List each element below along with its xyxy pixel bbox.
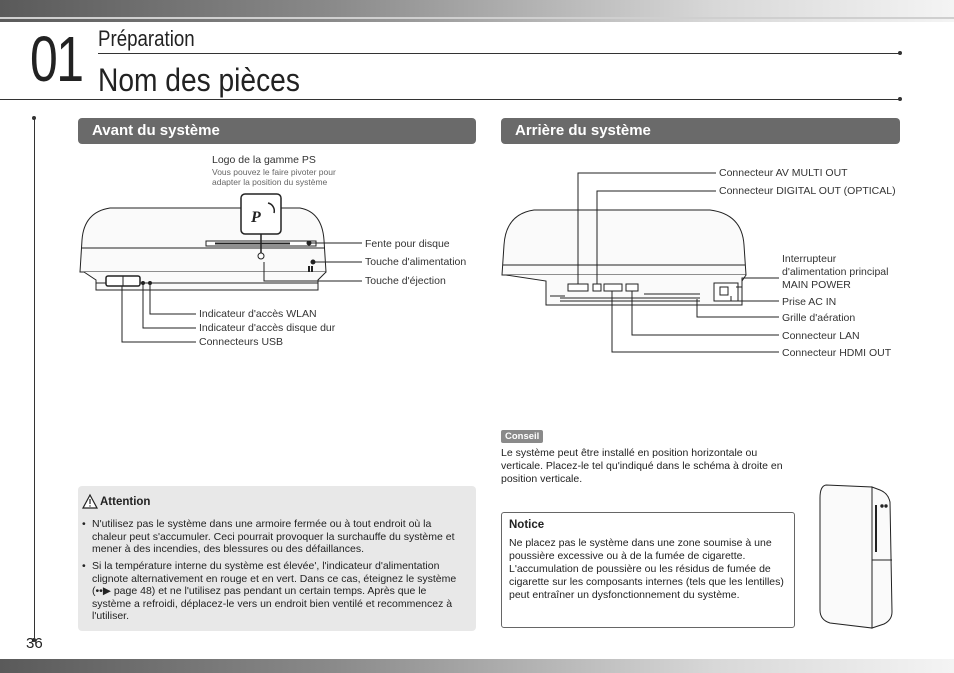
bullet-icon: • [82, 560, 86, 572]
label-av-multi-out: Connecteur AV MULTI OUT [719, 167, 848, 179]
attention-title: Attention [100, 496, 151, 508]
conseil-text: Le système peut être installé en position horizontale ou verticale. Placez-le tel qu'indiqué dans le schéma à droite en position verticale. [501, 447, 783, 485]
ps-logo-label: Logo de la gamme PS [212, 154, 316, 166]
chapter-title: Préparation [98, 26, 195, 51]
label-hdd-indicator: Indicateur d'accès disque dur [199, 322, 336, 334]
label-main-power-2: d'alimentation principal [782, 266, 889, 278]
ps-logo-note-2: adapter la position du système [212, 177, 328, 187]
page-number: 36 [26, 635, 43, 652]
chapter-number: 01 [30, 23, 83, 95]
notice-title: Notice [509, 519, 545, 531]
label-wlan-indicator: Indicateur d'accès WLAN [199, 308, 317, 320]
label-hdmi-out: Connecteur HDMI OUT [782, 347, 892, 359]
rear-section-title: Arrière du système [501, 118, 900, 144]
label-main-power-3: MAIN POWER [782, 279, 851, 291]
svg-text:P: P [251, 209, 261, 226]
attention-item-2: Si la température interne du système est élevée', l'indicateur d'alimentation clignote alternativement en rouge et en vert. Dans ce cas, éteignez le système (••▶ page 48) et ne l'utilisez pas pendant un certain temps. Après que le système a refroidi, déplacez-le vers un endroit bien ventilé et recommencez à l'utiliser. [92, 560, 457, 622]
label-eject-button: Touche d'éjection [365, 275, 446, 287]
label-main-power-1: Interrupteur [782, 253, 837, 265]
label-usb-connectors: Connecteurs USB [199, 336, 284, 348]
ps-logo-note-1: Vous pouvez le faire pivoter pour [212, 167, 336, 177]
bullet-icon: • [82, 518, 86, 530]
label-lan: Connecteur LAN [782, 330, 860, 342]
page-title: Nom des pièces [98, 62, 300, 98]
front-section-title: Avant du système [78, 118, 476, 144]
notice-text: Ne placez pas le système dans une zone soumise à une poussière excessive ou à de la fumée de cigarette. L'accumulation de poussière ou les résidus de fumée de cigarette sur les composants internes (tels que les lentilles) peut entraîner un dysfonctionnement du système. [509, 537, 784, 601]
label-power-button: Touche d'alimentation [365, 256, 467, 268]
label-vent: Grille d'aération [782, 312, 856, 324]
label-disc-slot: Fente pour disque [365, 238, 450, 250]
label-ac-in: Prise AC IN [782, 296, 837, 308]
attention-item-1: N'utilisez pas le système dans une armoire fermée ou à tout endroit où la chaleur peut s'accumuler. Ceci pourrait provoquer la surchauffe du système et mener à des incendies, des blessures ou des défaillances. [92, 518, 455, 555]
conseil-tag: Conseil [501, 430, 543, 443]
label-digital-out: Connecteur DIGITAL OUT (OPTICAL) [719, 185, 896, 197]
